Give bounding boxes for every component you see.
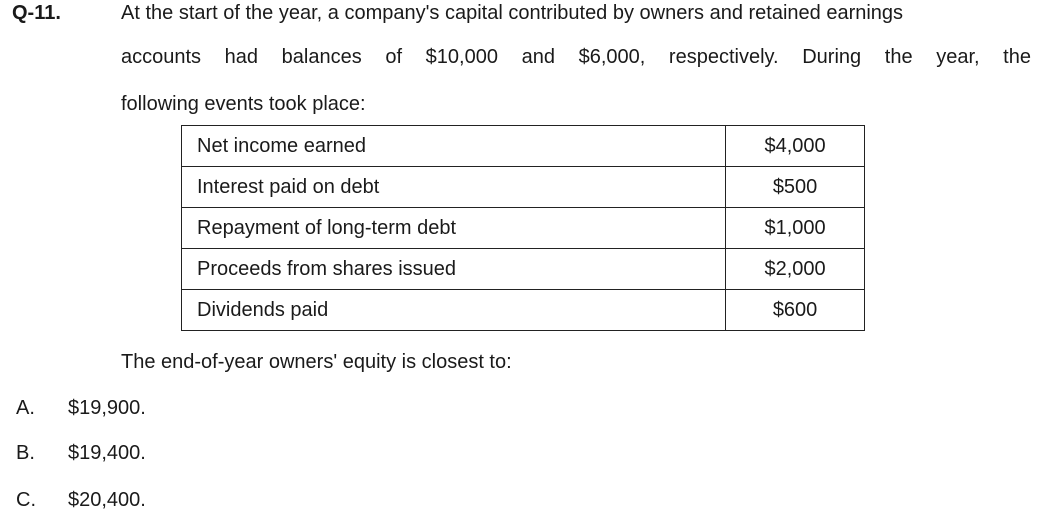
question-prompt: The end-of-year owners' equity is closest to: — [121, 351, 512, 373]
event-amount: $500 — [726, 167, 865, 208]
event-amount: $2,000 — [726, 249, 865, 290]
table-row — [182, 126, 865, 167]
answer-choice-b[interactable] — [16, 440, 146, 466]
choice-letter: B. — [16, 442, 35, 464]
choice-text: $19,900. — [68, 397, 146, 419]
table-row — [182, 249, 865, 290]
choice-text: $20,400. — [68, 489, 146, 511]
table-row — [182, 208, 865, 249]
table-row — [182, 167, 865, 208]
question-stem-line-2: accounts had balances of $10,000 and $6,000, respectively. During the year, the — [121, 46, 1031, 68]
answer-choice-c[interactable] — [16, 487, 146, 513]
event-amount: $1,000 — [726, 208, 865, 249]
event-description: Dividends paid — [182, 290, 726, 331]
question-stem-line-1: At the start of the year, a company's capital contributed by owners and retained earnings — [121, 2, 904, 24]
events-table — [181, 125, 865, 331]
answer-choice-a[interactable] — [16, 395, 146, 421]
event-description: Interest paid on debt — [182, 167, 726, 208]
event-description: Repayment of long-term debt — [182, 208, 726, 249]
choice-text: $19,400. — [68, 442, 146, 464]
choice-letter: C. — [16, 489, 36, 511]
question-number: Q-11. — [12, 2, 61, 24]
event-description: Proceeds from shares issued — [182, 249, 726, 290]
event-amount: $600 — [726, 290, 865, 331]
event-description: Net income earned — [182, 126, 726, 167]
question-stem-line-3: following events took place: — [121, 93, 366, 115]
table-row — [182, 290, 865, 331]
choice-letter: A. — [16, 397, 35, 419]
event-amount: $4,000 — [726, 126, 865, 167]
